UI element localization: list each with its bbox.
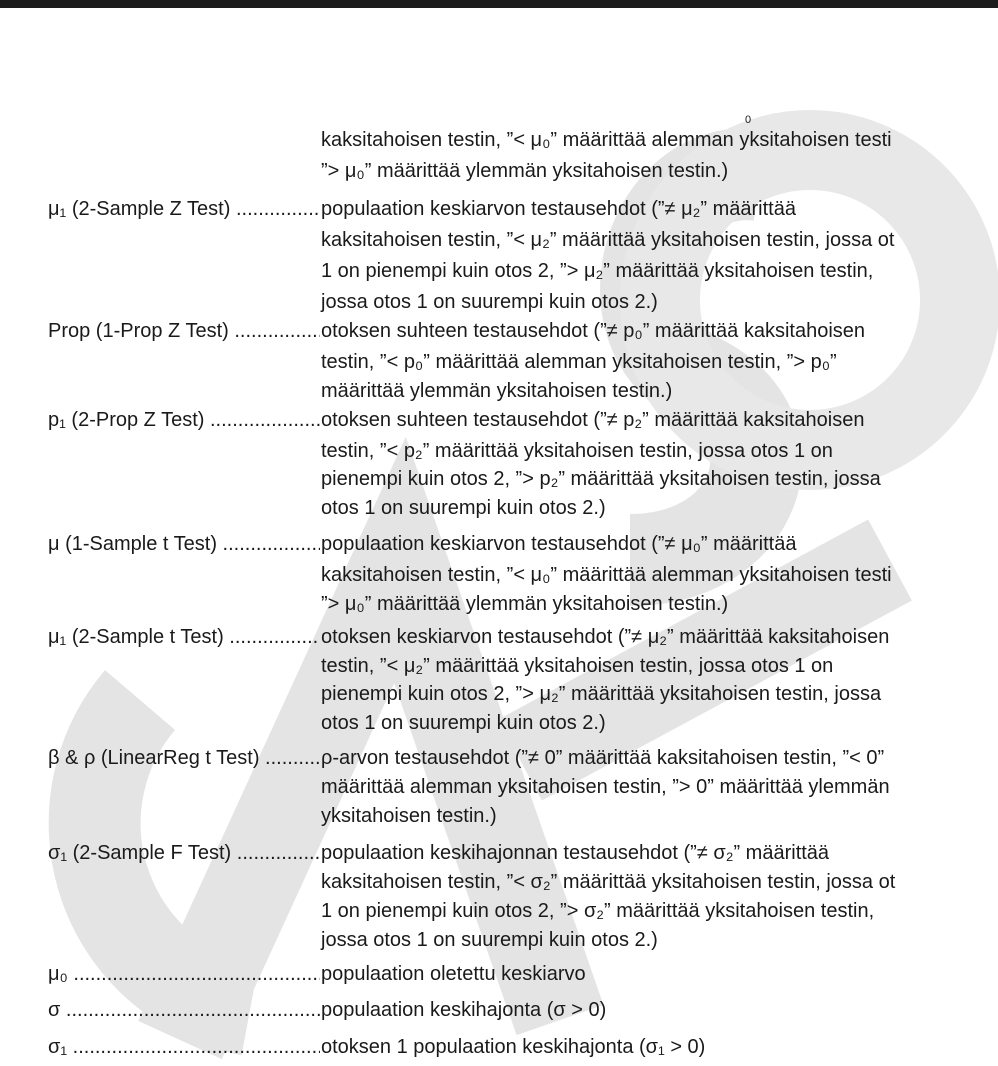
entry-label: Prop (1-Prop Z Test) ..... — [48, 316, 320, 346]
entry-label: σ ..... — [48, 995, 320, 1025]
entry-label: σ₁ ..... — [48, 1032, 320, 1062]
line-text: populaation keskiarvon testausehdot (”≠ μ₀” määrittää — [321, 533, 797, 555]
entry-label: μ₀ ..... — [48, 959, 320, 989]
line-text: ρ-arvon testausehdot (”≠ 0” määrittää kaksitahoisen testin, ”< 0” — [321, 747, 885, 769]
line-text: 1 on pienempi kuin otos 2, ”> σ₂” määrittää yksitahoisen testin, — [321, 900, 875, 922]
line-text: populaation oletettu keskiarvo — [321, 963, 586, 985]
line-text: otoksen keskiarvon testausehdot (”≠ μ₂” määrittää kaksitahoisen — [321, 626, 890, 648]
entry-label: β & ρ (LinearReg t Test) ..... — [48, 743, 320, 773]
line-text: otoksen suhteen testausehdot (”≠ p₀” määrittää kaksitahoisen — [321, 320, 866, 342]
line-text: ”> μ₀” määrittää ylemmän yksitahoisen testin.) — [321, 593, 729, 615]
line-text: kaksitahoisen testin, ”< σ₂” määrittää yksitahoisen testin, jossa ot — [321, 871, 896, 893]
entry-label: μ₁ (2-Sample Z Test) ..... — [48, 194, 320, 224]
line-text: kaksitahoisen testin, ”< μ₀” määrittää alemman yksitahoisen testi — [321, 129, 892, 151]
line-text: jossa otos 1 on suurempi kuin otos 2.) — [321, 929, 658, 951]
line-text: populaation keskihajonta (σ > 0) — [321, 999, 607, 1021]
line-text: testin, ”< p₀” määrittää alemman yksitahoisen testin, ”> p₀” — [321, 351, 837, 373]
line-text: ”> μ₀” määrittää ylemmän yksitahoisen testin.) — [321, 160, 729, 182]
line-text: määrittää ylemmän yksitahoisen testin.) — [321, 380, 673, 402]
entry-label: μ₁ (2-Sample t Test) ..... — [48, 622, 320, 652]
line-text: otos 1 on suurempi kuin otos 2.) — [321, 712, 606, 734]
line-text: otoksen 1 populaation keskihajonta (σ₁ > 0) — [321, 1036, 706, 1058]
line-text: otos 1 on suurempi kuin otos 2.) — [321, 497, 606, 519]
line-text: pienempi kuin otos 2, ”> μ₂” määrittää yksitahoisen testin, jossa — [321, 683, 882, 705]
line-text: otoksen suhteen testausehdot (”≠ p₂” määrittää kaksitahoisen — [321, 409, 865, 431]
line-text: populaation keskihajonnan testausehdot (”≠ σ₂” määrittää — [321, 842, 830, 864]
stray-superscript: 0 — [745, 114, 752, 126]
line-text: populaation keskiarvon testausehdot (”≠ μ₂” määrittää — [321, 198, 796, 220]
line-text: 1 on pienempi kuin otos 2, ”> μ₂” määrittää yksitahoisen testin, — [321, 260, 874, 282]
line-text: yksitahoisen testin.) — [321, 805, 497, 827]
line-text: määrittää alemman yksitahoisen testin, ”> 0” määrittää ylemmän — [321, 776, 890, 798]
line-text: jossa otos 1 on suurempi kuin otos 2.) — [321, 291, 658, 313]
entry-label: μ (1-Sample t Test) ..... — [48, 529, 320, 559]
line-text: testin, ”< p₂” määrittää yksitahoisen testin, jossa otos 1 on — [321, 440, 833, 462]
entry-label: σ₁ (2-Sample F Test) ..... — [48, 838, 320, 868]
line-text: testin, ”< μ₂” määrittää yksitahoisen testin, jossa otos 1 on — [321, 655, 834, 677]
line-text: kaksitahoisen testin, ”< μ₀” määrittää alemman yksitahoisen testi — [321, 564, 892, 586]
line-text: kaksitahoisen testin, ”< μ₂” määrittää yksitahoisen testin, jossa ot — [321, 229, 895, 251]
line-text: pienempi kuin otos 2, ”> p₂” määrittää yksitahoisen testin, jossa — [321, 468, 881, 490]
entry-label: p₁ (2-Prop Z Test) ..... — [48, 405, 320, 435]
